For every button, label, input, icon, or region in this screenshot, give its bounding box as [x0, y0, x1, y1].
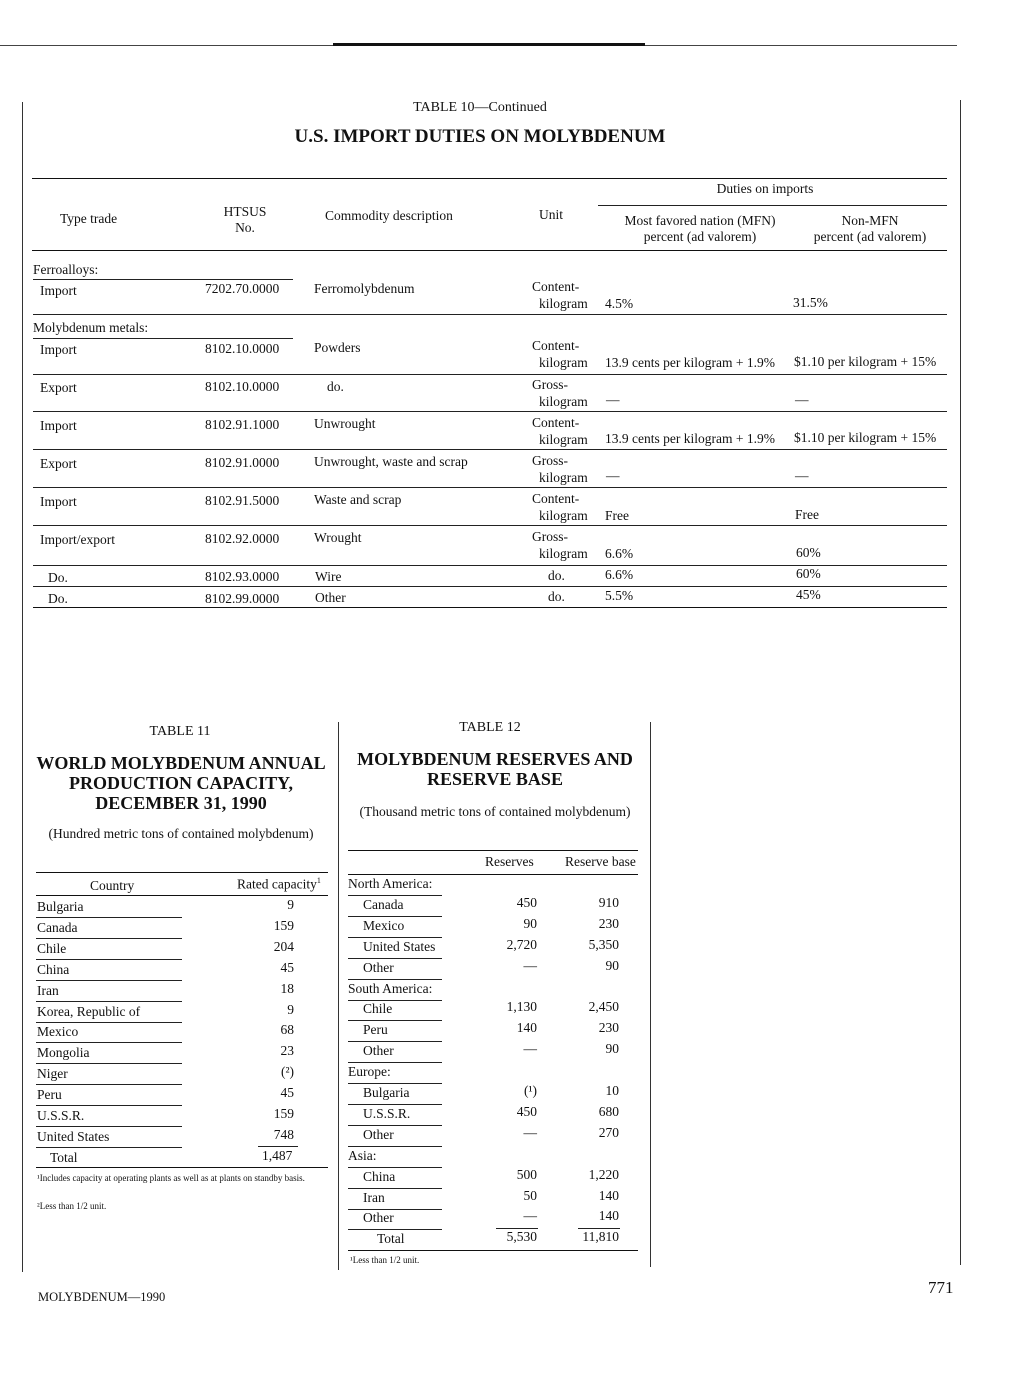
table-row-unit: Gross-: [532, 453, 568, 468]
table-row-type: Do.: [48, 570, 68, 585]
table-row-country: Niger: [37, 1066, 68, 1081]
row-rule: [348, 1104, 442, 1105]
table-row-htsus: 8102.91.0000: [205, 455, 280, 470]
total-value-rule: [258, 1146, 298, 1147]
table-row-country: Mongolia: [37, 1045, 90, 1060]
total-label: Total: [50, 1150, 78, 1165]
table-row-reserves: 1,130: [506, 999, 537, 1014]
table-row-reserve-base: 680: [598, 1104, 619, 1119]
table-12-right-rule: [650, 722, 651, 1267]
row-rule: [36, 1126, 182, 1127]
row-rule: [348, 895, 442, 896]
table-row-country: Peru: [37, 1087, 62, 1102]
unit-header: Unit: [539, 207, 564, 222]
table-row-desc: Waste and scrap: [314, 492, 402, 507]
table-11-title-1: WORLD MOLYBDENUM ANNUAL: [36, 753, 326, 773]
total-rule: [496, 1228, 538, 1229]
row-rule: [33, 411, 947, 412]
table-row-country: Peru: [363, 1022, 388, 1037]
row-rule: [348, 1041, 442, 1042]
row-rule: [348, 1188, 442, 1189]
table-row-unit: Content-: [532, 491, 580, 506]
table-row-region: Europe:: [348, 1064, 391, 1079]
table-row-reserve-base: 2,450: [588, 999, 619, 1014]
table-row-desc: Powders: [314, 340, 361, 355]
table-row-desc: Unwrought, waste and scrap: [314, 454, 468, 469]
table-row-country: Canada: [363, 897, 404, 912]
table-row-reserve-base: 140: [598, 1208, 619, 1223]
group-ferroalloys: Ferroalloys:: [33, 262, 99, 277]
table-row-country: Other: [363, 1043, 394, 1058]
table-row-reserve-base: 1,220: [588, 1167, 619, 1182]
table-row-unit: kilogram: [539, 355, 588, 370]
table-12-label: TABLE 12: [459, 720, 521, 735]
table-row-reserves: 50: [523, 1188, 537, 1203]
row-rule: [36, 1042, 182, 1043]
row-rule: [36, 917, 182, 918]
table-row-unit: kilogram: [539, 394, 588, 409]
table-row-reserves: 5,530: [506, 1229, 537, 1244]
htsus-header-2: No.: [235, 220, 255, 235]
table-10-label: TABLE 10—Continued: [413, 100, 547, 115]
row-rule: [348, 979, 442, 980]
table-11-label: TABLE 11: [149, 724, 211, 739]
table-row-country: Korea, Republic of: [37, 1004, 141, 1019]
table-11-title-2: PRODUCTION CAPACITY,: [68, 773, 293, 793]
row-rule: [348, 937, 442, 938]
row-rule: [33, 525, 947, 526]
row-rule: [36, 1147, 182, 1148]
table-row-unit: Content-: [532, 338, 580, 353]
table-row-reserve-base: 5,350: [588, 937, 619, 952]
table-12-footnote: ¹Less than 1/2 unit.: [350, 1255, 420, 1265]
table-row-reserves: —: [523, 1041, 537, 1056]
table-row-unit: kilogram: [539, 432, 588, 447]
table-row-country: U.S.S.R.: [37, 1108, 85, 1123]
table-row-reserves: —: [523, 1125, 537, 1140]
table-row-country: Iran: [37, 983, 59, 998]
table-row-reserve-base: 11,810: [582, 1229, 619, 1244]
table-row-mfn: 6.6%: [605, 567, 634, 582]
row-rule: [33, 338, 293, 339]
table-12-title-2: RESERVE BASE: [427, 769, 563, 789]
table-row-unit: Gross-: [532, 377, 568, 392]
row-rule: [348, 1146, 442, 1147]
table-row-country: Canada: [37, 920, 78, 935]
table-11-title-3: DECEMBER 31, 1990: [95, 793, 267, 813]
table-row-capacity: 159: [273, 918, 294, 933]
mfn-header-2: percent (ad valorem): [643, 229, 757, 244]
capacity-header-label: Rated capacity: [237, 876, 317, 892]
top-rule-bold: [333, 43, 645, 46]
table-10-header-rule: [32, 250, 947, 251]
table-row-country: U.S.S.R.: [363, 1106, 411, 1121]
table-row-country: Mexico: [363, 918, 405, 933]
page-number: 771: [928, 1278, 954, 1297]
reserve-base-header: Reserve base: [565, 854, 636, 869]
table-10-top-rule: [32, 178, 947, 179]
row-rule: [36, 1084, 182, 1085]
row-rule: [33, 279, 293, 280]
left-margin-rule: [22, 102, 23, 1272]
table-row-nonmfn: 60%: [796, 566, 821, 581]
table-row-nonmfn: 60%: [796, 545, 821, 560]
table-row-country: Chile: [37, 941, 67, 956]
table-10-title: U.S. IMPORT DUTIES ON MOLYBDENUM: [294, 126, 666, 147]
row-rule: [348, 1125, 442, 1126]
table-row-unit: do.: [548, 589, 565, 604]
table-row-mfn: 6.6%: [605, 546, 634, 561]
table-row-reserve-base: 230: [598, 1020, 619, 1035]
mfn-header-1: Most favored nation (MFN): [624, 213, 776, 228]
table-row-reserve-base: 140: [598, 1188, 619, 1203]
table-row-type: Import: [40, 342, 77, 357]
table-row-mfn: 13.9 cents per kilogram + 1.9%: [605, 355, 775, 370]
table-row-capacity: 9: [287, 897, 294, 912]
capacity-header: [237, 876, 321, 893]
table-row-type: Import/export: [40, 532, 115, 547]
row-rule: [33, 449, 947, 450]
table-row-unit: Content-: [532, 279, 580, 294]
htsus-header-1: HTSUS: [223, 204, 267, 219]
table-row-type: Export: [40, 456, 77, 471]
table-row-mfn: 13.9 cents per kilogram + 1.9%: [605, 431, 775, 446]
table-row-reserve-base: 90: [605, 958, 619, 973]
row-rule: [36, 959, 182, 960]
table-row-country: China: [363, 1169, 396, 1184]
row-rule: [33, 374, 947, 375]
table-row-reserves: 90: [523, 916, 537, 931]
table-row-country: Other: [363, 960, 394, 975]
table-row-capacity: 204: [273, 939, 294, 954]
row-rule: [36, 1001, 182, 1002]
table-row-country: Other: [363, 1127, 394, 1142]
country-header: Country: [90, 878, 135, 893]
type-trade-header: Type trade: [60, 211, 118, 226]
table-row-reserves: (¹): [523, 1083, 537, 1098]
row-rule: [348, 1167, 442, 1168]
table-row-region: Asia:: [348, 1148, 377, 1163]
table-row-nonmfn: $1.10 per kilogram + 15%: [794, 354, 937, 369]
table-row-nonmfn: —: [795, 468, 809, 483]
table-12-top-rule: [348, 850, 638, 851]
table-row-htsus: 8102.10.0000: [205, 379, 280, 394]
table-row-desc: Unwrought: [314, 416, 376, 431]
table-row-type: Import: [40, 494, 77, 509]
table-row-country: Iran: [363, 1190, 385, 1205]
row-rule: [36, 1022, 182, 1023]
table-row-unit: kilogram: [539, 546, 588, 561]
table-12-bottom-rule: [348, 1250, 638, 1251]
table-row-type: Do.: [48, 591, 68, 606]
right-margin-rule: [960, 100, 961, 1265]
row-rule: [36, 980, 182, 981]
table-row-mfn: —: [606, 468, 620, 483]
table-row-unit: kilogram: [539, 470, 588, 485]
table-row-htsus: 8102.10.0000: [205, 341, 280, 356]
table-12-header-rule: [348, 874, 638, 875]
table-row-type: Import: [40, 283, 77, 298]
table-row-mfn: 4.5%: [605, 296, 634, 311]
row-rule: [36, 938, 182, 939]
table-row-htsus: 8102.99.0000: [205, 591, 280, 606]
table-row-htsus: 8102.93.0000: [205, 569, 280, 584]
table-row-country: Other: [363, 1210, 394, 1225]
table-11-subtitle: (Hundred metric tons of contained molybdenum): [48, 826, 314, 841]
table-row-reserve-base: 90: [605, 1041, 619, 1056]
table-row-capacity: 748: [273, 1127, 294, 1142]
table-row-type: Export: [40, 380, 77, 395]
table-row-unit: kilogram: [539, 508, 588, 523]
table-row-nonmfn: $1.10 per kilogram + 15%: [794, 430, 937, 445]
nonmfn-header-1: Non-MFN: [841, 213, 899, 228]
table-11-top-rule: [36, 872, 328, 873]
table-row-nonmfn: Free: [795, 507, 819, 522]
table-row-unit: do.: [548, 568, 565, 583]
table-row-desc: do.: [327, 379, 344, 394]
table-row-unit: Content-: [532, 415, 580, 430]
table-row-nonmfn: 45%: [796, 587, 821, 602]
row-rule: [348, 1083, 442, 1084]
table-row-country: Mexico: [37, 1024, 79, 1039]
row-rule: [348, 1062, 442, 1063]
table-row-region: North America:: [348, 876, 433, 891]
table-12-title-1: MOLYBDENUM RESERVES AND: [357, 749, 633, 769]
table-row-desc: Other: [315, 590, 346, 605]
table-separator: [338, 722, 339, 1270]
table-row-country: United States: [363, 939, 436, 954]
table-row-region: South America:: [348, 981, 433, 996]
table-row-htsus: 8102.92.0000: [205, 531, 280, 546]
table-row-htsus: 8102.91.5000: [205, 493, 280, 508]
group-molybdenum-metals: Molybdenum metals:: [33, 320, 149, 335]
row-rule: [348, 958, 442, 959]
table-row-country: Chile: [363, 1001, 393, 1016]
table-12-subtitle: (Thousand metric tons of contained molybdenum): [359, 804, 631, 819]
table-11-footnote-2: ²Less than 1/2 unit.: [37, 1201, 107, 1211]
table-row-reserves: 500: [516, 1167, 537, 1182]
table-row-reserve-base: 270: [598, 1125, 619, 1140]
table-row-reserves: 450: [516, 895, 537, 910]
table-row-capacity: (²): [280, 1064, 294, 1079]
row-rule: [33, 314, 947, 315]
table-row-nonmfn: —: [795, 392, 809, 407]
table-row-unit: kilogram: [539, 296, 588, 311]
table-row-capacity: 18: [280, 981, 294, 996]
table-row-desc: Wrought: [314, 530, 362, 545]
table-row-capacity: 23: [280, 1043, 294, 1058]
table-row-country: Total: [377, 1231, 405, 1246]
commodity-header: Commodity description: [325, 208, 453, 223]
table-row-capacity: 159: [273, 1106, 294, 1121]
table-row-capacity: 45: [280, 960, 294, 975]
table-row-reserve-base: 910: [598, 895, 619, 910]
row-rule: [33, 487, 947, 488]
table-row-capacity: 9: [287, 1002, 294, 1017]
capacity-header-note: 1: [316, 876, 321, 885]
table-row-capacity: 45: [280, 1085, 294, 1100]
row-rule: [348, 916, 442, 917]
table-row-desc: Wire: [315, 569, 342, 584]
table-row-nonmfn: 31.5%: [793, 295, 828, 310]
table-row-reserves: 140: [516, 1020, 537, 1035]
table-row-htsus: 7202.70.0000: [205, 281, 280, 296]
row-rule: [36, 1105, 182, 1106]
table-row-country: China: [37, 962, 70, 977]
table-row-country: United States: [37, 1129, 110, 1144]
nonmfn-header-2: percent (ad valorem): [813, 229, 927, 244]
table-row-country: Bulgaria: [37, 899, 84, 914]
duties-header-rule: [598, 205, 947, 206]
total-value: 1,487: [262, 1148, 293, 1163]
table-row-capacity: 68: [280, 1022, 294, 1037]
table-row-reserves: —: [523, 958, 537, 973]
table-row-type: Import: [40, 418, 77, 433]
table-row-reserve-base: 230: [598, 916, 619, 931]
footer-title: MOLYBDENUM—1990: [38, 1290, 166, 1304]
table-row-unit: Gross-: [532, 529, 568, 544]
table-row-htsus: 8102.91.1000: [205, 417, 280, 432]
row-rule: [36, 1063, 182, 1064]
table-row-desc: Ferromolybdenum: [314, 281, 415, 296]
table-10-bottom-rule: [33, 607, 947, 608]
table-11-footnote-1: ¹Includes capacity at operating plants as well as at plants on standby basis.: [37, 1173, 305, 1183]
table-row-mfn: Free: [605, 508, 629, 523]
duties-header: Duties on imports: [716, 181, 814, 196]
table-row-mfn: 5.5%: [605, 588, 634, 603]
table-11-header-rule: [36, 895, 328, 896]
row-rule: [348, 1229, 442, 1230]
table-row-reserves: —: [523, 1208, 537, 1223]
row-rule: [348, 1020, 442, 1021]
table-11-bottom-rule: [36, 1167, 328, 1168]
table-row-mfn: —: [606, 392, 620, 407]
table-row-reserves: 2,720: [506, 937, 537, 952]
table-row-reserves: 450: [516, 1104, 537, 1119]
table-row-reserve-base: 10: [605, 1083, 619, 1098]
reserves-header: Reserves: [485, 854, 534, 869]
table-row-country: Bulgaria: [363, 1085, 410, 1100]
total-rule: [578, 1228, 620, 1229]
